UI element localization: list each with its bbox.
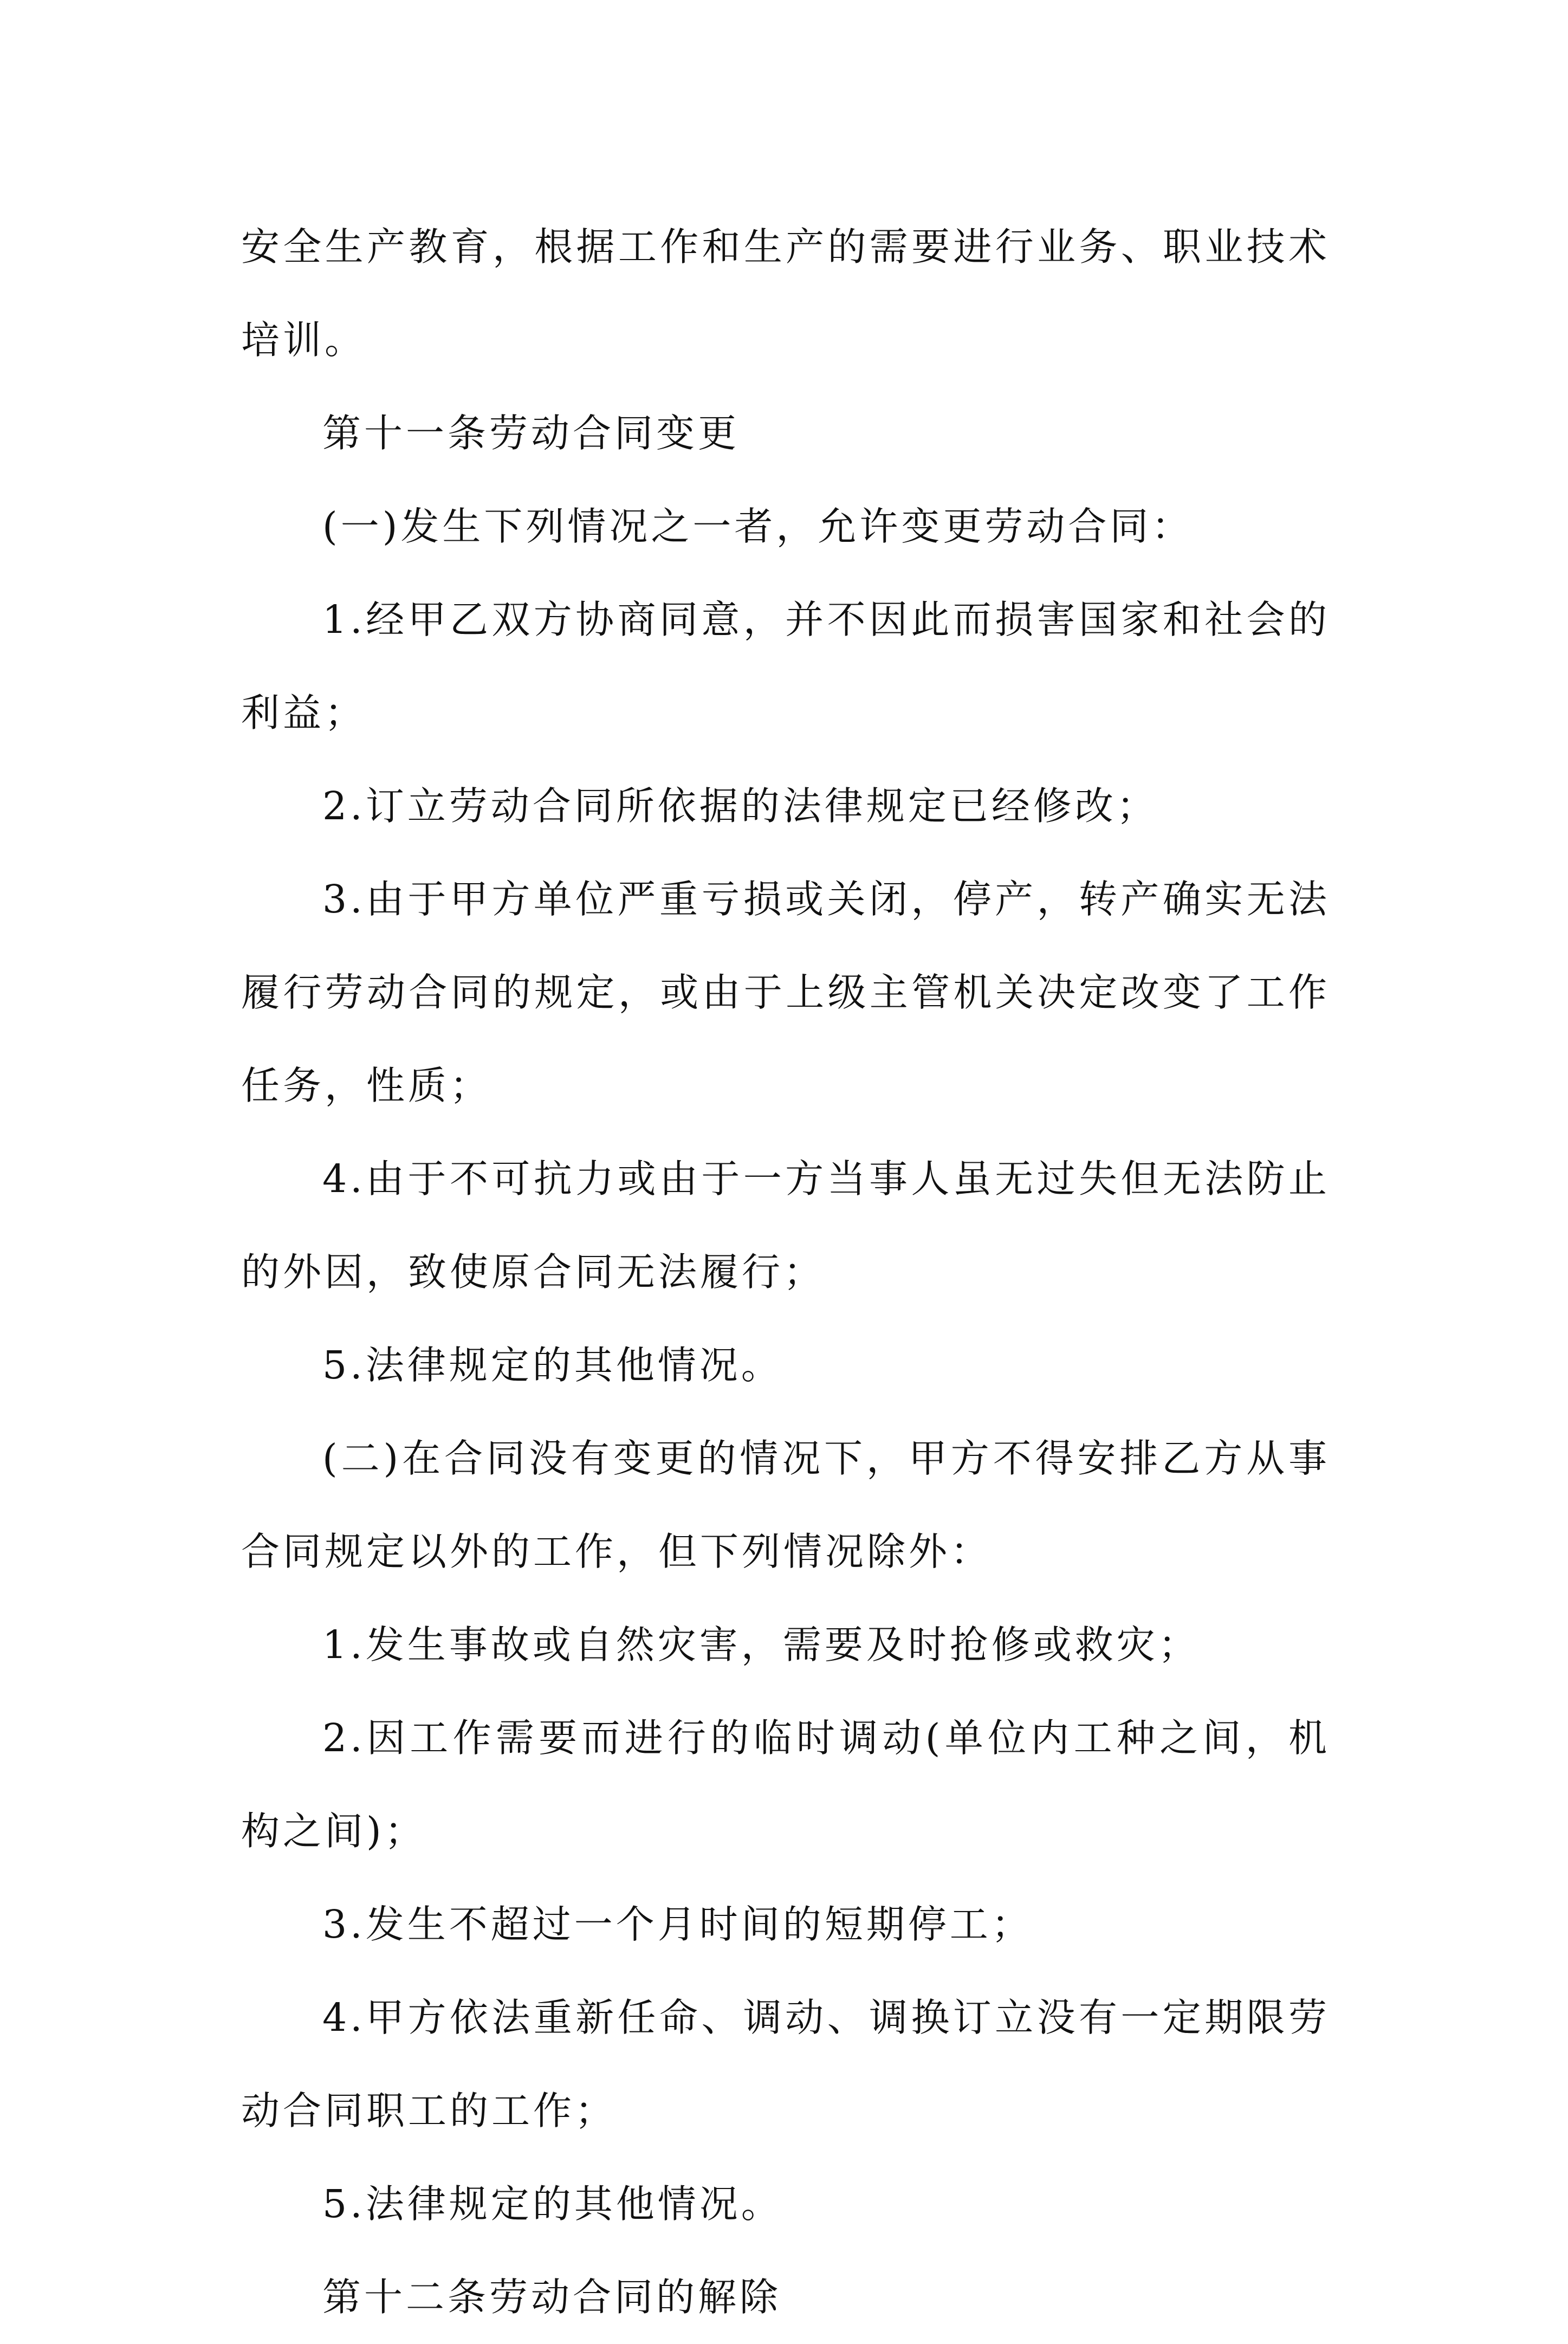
paragraph-section-2-intro: (二)在合同没有变更的情况下，甲方不得安排乙方从事合同规定以外的工作，但下列情况除外： [241, 1436, 1330, 1574]
paragraph-training-continuation: 安全生产教育，根据工作和生产的需要进行业务、职业技术培训。 [241, 224, 1330, 362]
list-item-1-5: 5.法律规定的其他情况。 [322, 1343, 783, 1388]
list-item-1-4: 4.由于不可抗力或由于一方当事人虽无过失但无法防止的外因，致使原合同无法履行； [241, 1156, 1330, 1294]
list-item-1-3: 3.由于甲方单位严重亏损或关闭，停产，转产确实无法履行劳动合同的规定，或由于上级主管机关决定改变了工作任务，性质； [241, 877, 1330, 1108]
list-item-2-2: 2.因工作需要而进行的临时调动(单位内工种之间，机构之间)； [241, 1715, 1330, 1854]
document-body [241, 200, 1330, 2344]
list-item-1-2: 2.订立劳动合同所依据的法律规定已经修改； [322, 784, 1158, 828]
paragraph-section-1-intro: (一)发生下列情况之一者，允许变更劳动合同： [322, 504, 1194, 549]
list-item-2-5: 5.法律规定的其他情况。 [322, 2181, 783, 2226]
list-item-1-1: 1.经甲乙双方协商同意，并不因此而损害国家和社会的利益； [241, 597, 1330, 735]
list-item-2-1: 1.发生事故或自然灾害，需要及时抢修或救灾； [322, 1622, 1200, 1667]
heading-article-12: 第十二条劳动合同的解除 [322, 2275, 782, 2320]
heading-article-11: 第十一条劳动合同变更 [322, 411, 740, 456]
list-item-2-4: 4.甲方依法重新任命、调动、调换订立没有一定期限劳动合同职工的工作； [241, 1995, 1330, 2133]
list-item-2-3: 3.发生不超过一个月时间的短期停工； [322, 1902, 1033, 1947]
